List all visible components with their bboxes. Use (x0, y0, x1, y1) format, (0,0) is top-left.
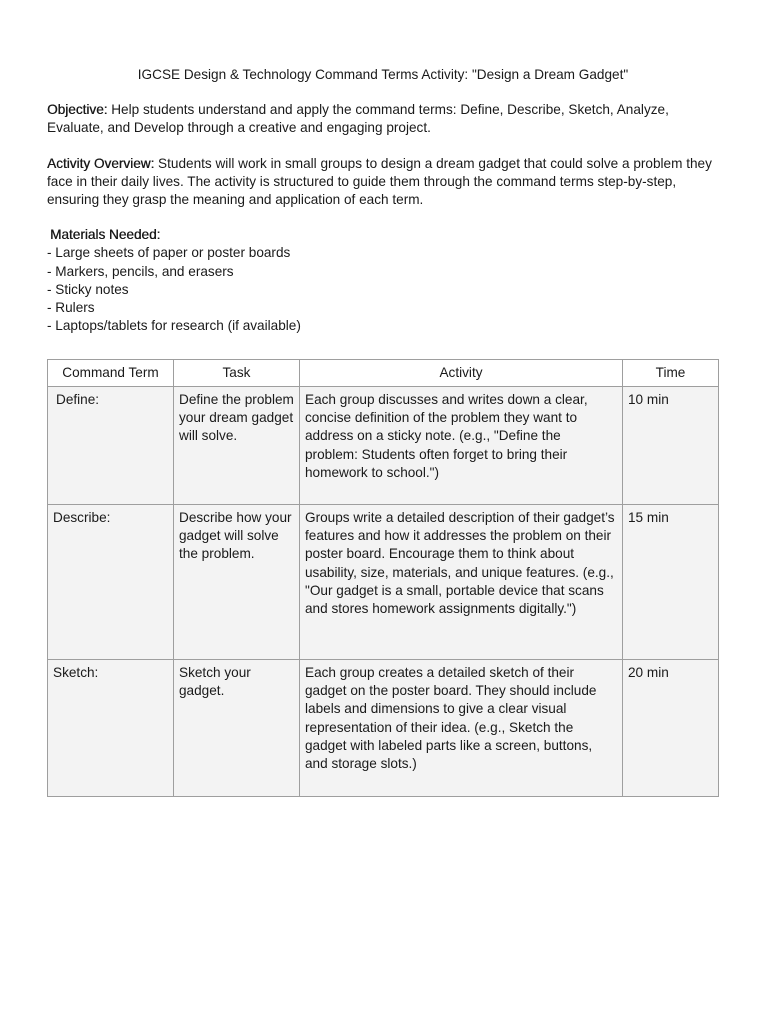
cell-task: Describe how your gadget will solve the problem. (174, 505, 300, 660)
table-header-row (48, 360, 719, 387)
materials-label: Materials Needed: (50, 227, 161, 243)
cell-time: 10 min (623, 387, 719, 505)
document-body (47, 66, 719, 335)
cell-term: Describe: (48, 505, 174, 660)
overview-text: Students will work in small groups to design a dream gadget that could solve a problem they face in their daily lives. The activity is structured to guide them through the command terms step-by-step, ensuring they grasp the meaning and application of each term. (47, 155, 712, 208)
cell-activity: Each group creates a detailed sketch of their gadget on the poster board. They should include labels and dimensions to give a clear visual representation of their idea. (e.g., Sketch the gadget with labeled parts like a screen, buttons, and storage slots.) (300, 660, 623, 797)
cell-activity: Groups write a detailed description of their gadget’s features and how it addresses the problem on their poster board. Encourage them to think about usability, size, materials, and unique features. (e.g., "Our gadget is a small, portable device that scans and stores homework assignments digitally.") (300, 505, 623, 660)
table-row (48, 387, 719, 505)
list-item: - Markers, pencils, and erasers (47, 263, 234, 279)
cell-term: Sketch: (48, 660, 174, 797)
cell-time: 15 min (623, 505, 719, 660)
header-activity: Activity (300, 360, 623, 387)
overview-label: Activity Overview: (47, 155, 155, 171)
header-time: Time (623, 360, 719, 387)
overview-paragraph (47, 155, 719, 210)
list-item: - Laptops/tablets for research (if available) (47, 318, 301, 334)
command-terms-table (47, 359, 719, 797)
header-command-term: Command Term (48, 360, 174, 387)
list-item: - Rulers (47, 300, 95, 316)
cell-activity: Each group discusses and writes down a clear, concise definition of the problem they want to address on a sticky note. (e.g., "Define the problem: Students often forget to bring their homework to school.") (300, 387, 623, 505)
objective-text: Help students understand and apply the command terms: Define, Describe, Sketch, Analyze, Evaluate, and Develop through a creative and engaging project. (47, 102, 669, 136)
table-row (48, 660, 719, 797)
materials-section (47, 226, 719, 335)
objective-paragraph (47, 101, 719, 137)
document-title: IGCSE Design & Technology Command Terms Activity: "Design a Dream Gadget" (137, 67, 629, 82)
cell-task: Sketch your gadget. (174, 660, 300, 797)
materials-list (47, 244, 719, 335)
objective-label: Objective: (47, 102, 108, 118)
list-item: - Sticky notes (47, 281, 129, 297)
list-item: - Large sheets of paper or poster boards (47, 245, 291, 261)
cell-task: Define the problem your dream gadget will solve. (174, 387, 300, 505)
table-row (48, 505, 719, 660)
header-task: Task (174, 360, 300, 387)
cell-term: Define: (48, 387, 174, 505)
cell-time: 20 min (623, 660, 719, 797)
